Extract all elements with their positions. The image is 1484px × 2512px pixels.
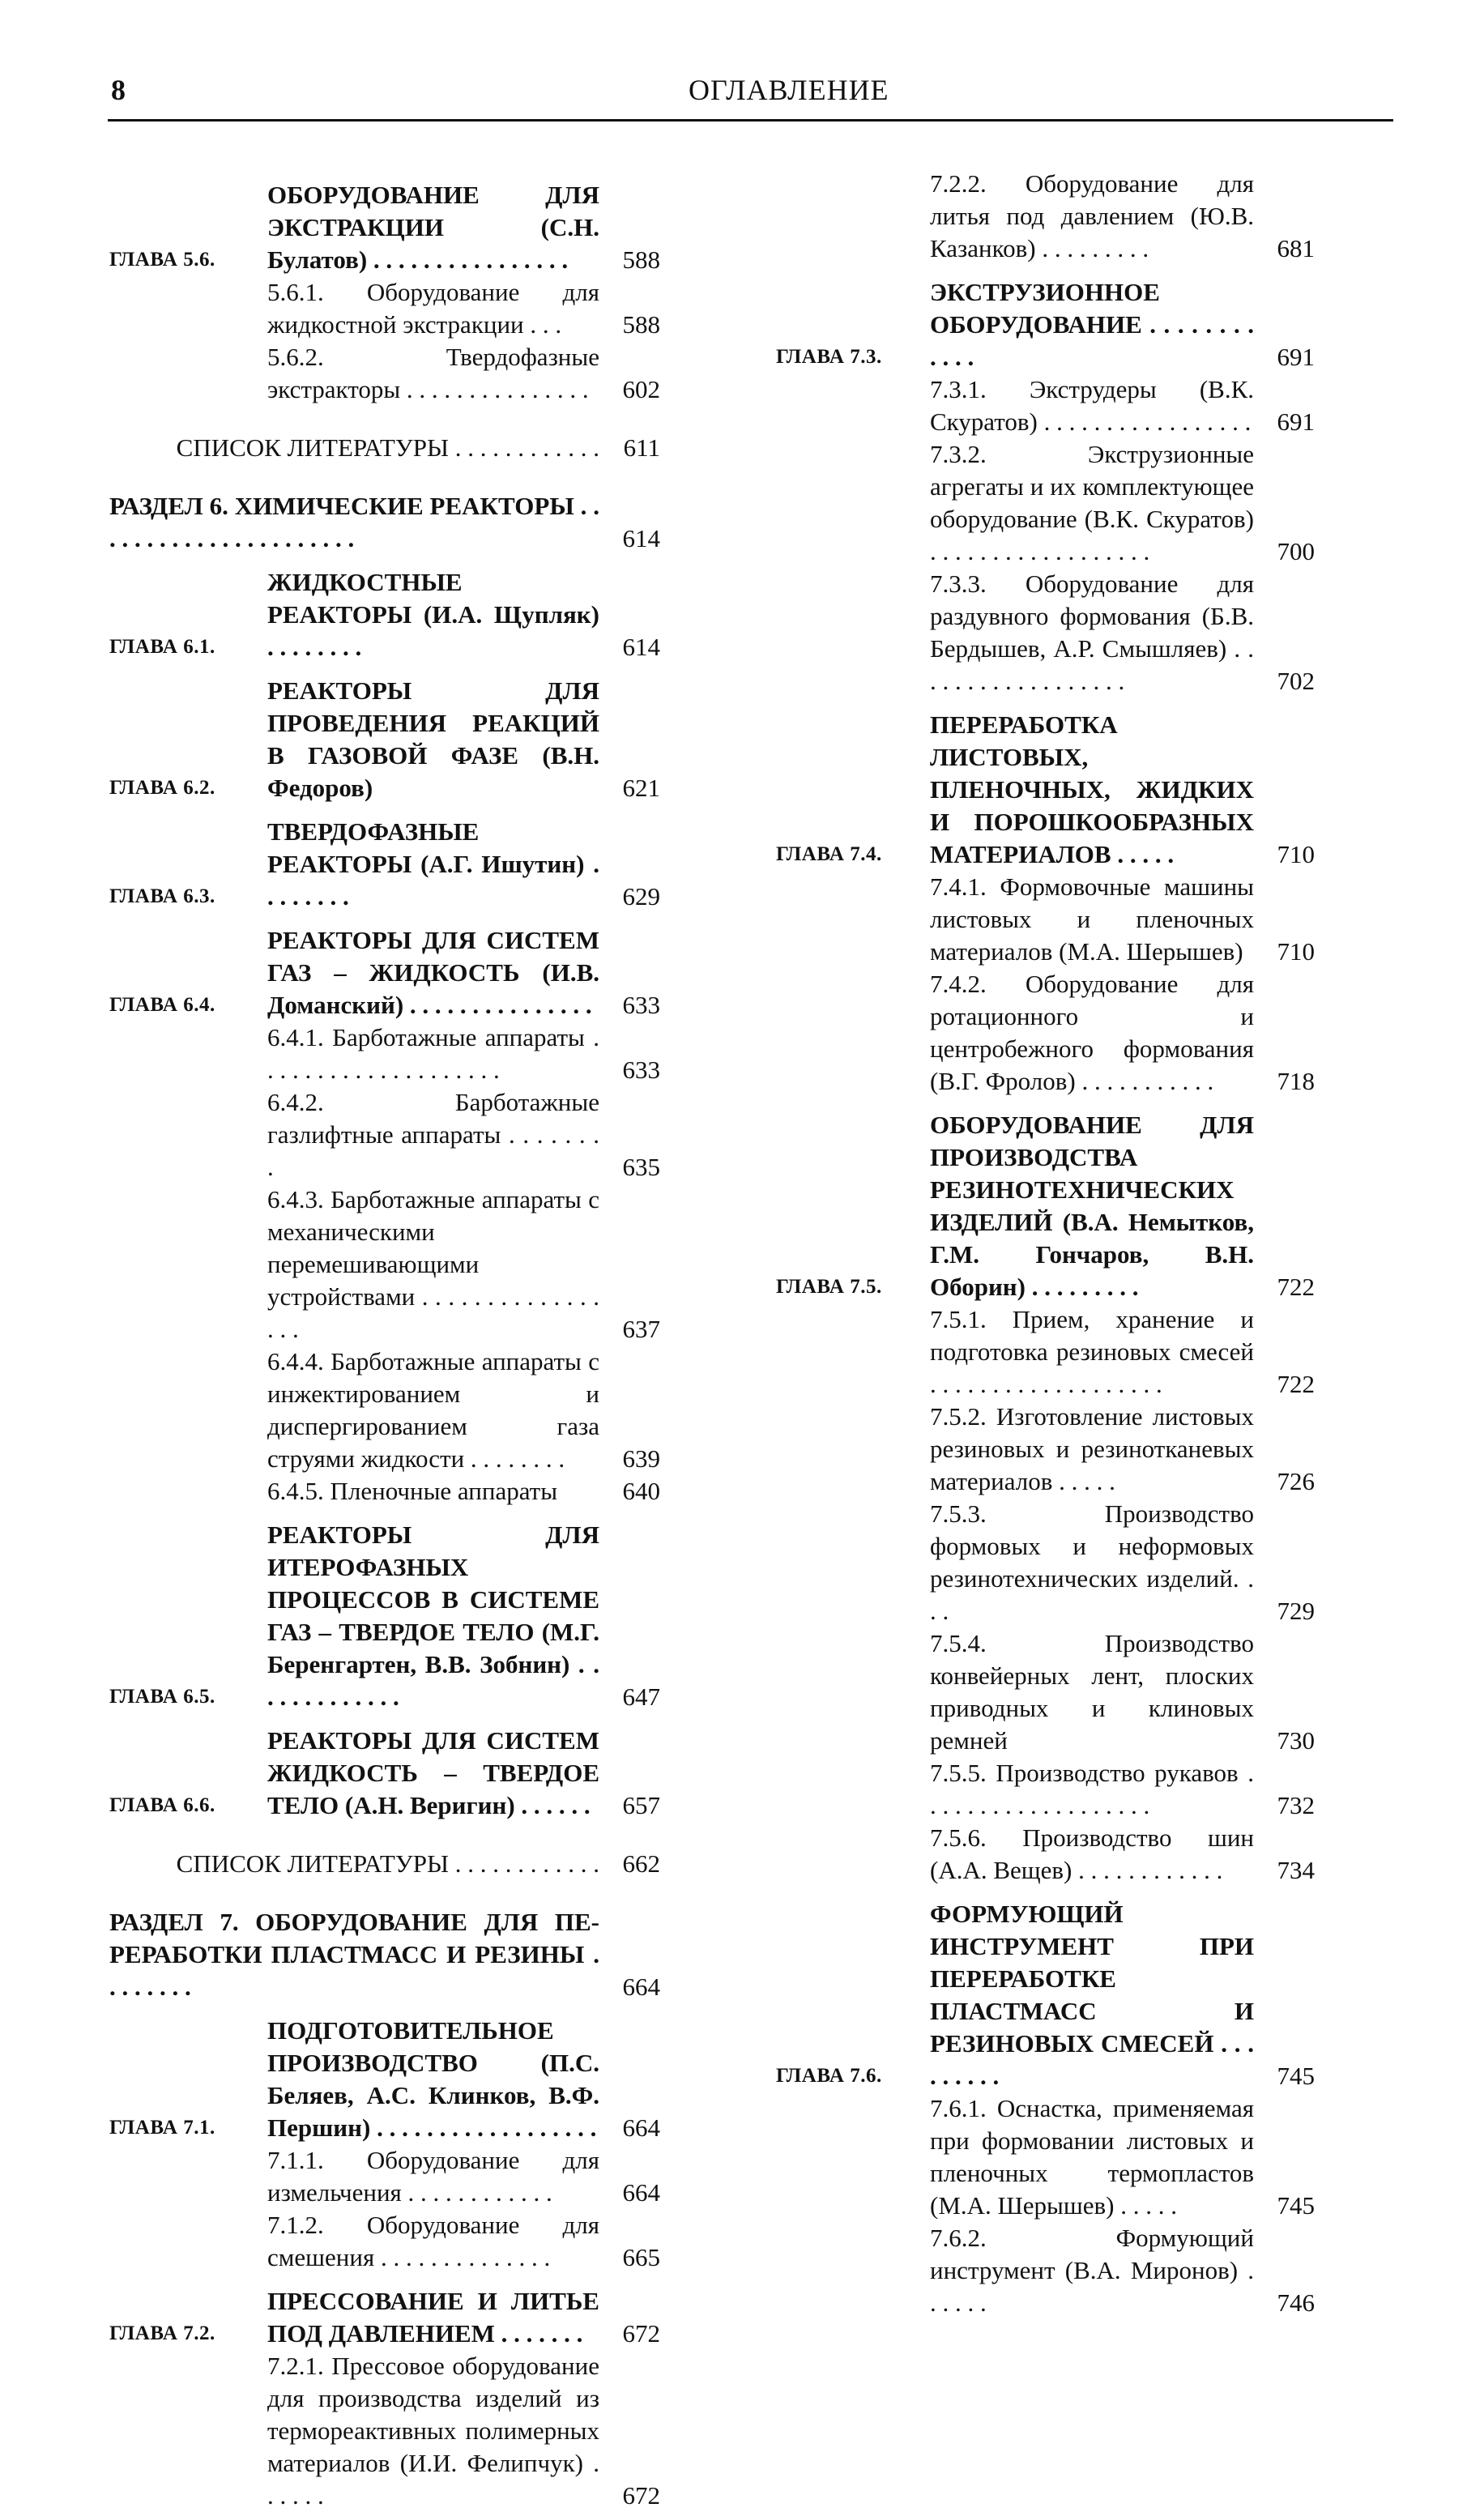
toc-entry-title: 7.5.4. Производство конвейерных лент, плоских приводных и клиновых ремней — [930, 1629, 1254, 1755]
toc-page-number: 726 — [1277, 1467, 1315, 1495]
toc-page-number: 745 — [1277, 2191, 1315, 2220]
toc-entry-title: 7.6.1. Оснастка, применяемая при формовании листовых и пленочных термопластов (М.А. Шерышев) . . . . . — [930, 2094, 1254, 2220]
toc-chapter-label: ГЛАВА 7.5. — [776, 1276, 882, 1298]
toc-page-number: 710 — [1277, 840, 1315, 868]
toc-entry-title: 7.1.1. Оборудование для измельчения . . . . . . . . . . . . — [267, 2146, 599, 2207]
toc-entry-title: 7.5.3. Производство формовых и неформовых резинотехнических изделий. . . . — [930, 1499, 1254, 1625]
toc-entry-title: 7.3.2. Экструзионные агрегаты и их комплектующее оборудование (В.К. Скуратов) . . . . . . . . . . . . . . . . . . — [930, 440, 1254, 565]
page-title: ОГЛАВЛЕНИЕ — [689, 74, 889, 106]
toc-chapter-label: ГЛАВА 6.2. — [109, 777, 215, 799]
toc-subentry — [776, 1822, 1424, 1887]
toc-subentry — [776, 373, 1424, 438]
toc-entry-title: 7.2.1. Прессовое оборудование для производства изделий из термореактивных полимерных материалов (И.И. Фелипчук) . . . . . . — [267, 2352, 599, 2510]
toc-subentry — [776, 168, 1424, 265]
toc-chapter — [109, 2015, 741, 2144]
toc-subentry — [776, 568, 1424, 697]
toc-entry-title: РЕАКТОРЫ ДЛЯ СИСТЕМ ЖИДКОСТЬ – ТВЕРДОЕ ТЕЛО (А.Н. Веригин) . . . . . . — [267, 1726, 599, 1819]
toc-subentry — [776, 968, 1424, 1098]
toc-subentry — [109, 2144, 741, 2209]
toc-subentry — [776, 1498, 1424, 1627]
toc-entry-title: ПЕРЕРАБОТКА ЛИСТОВЫХ, ПЛЕНОЧНЫХ, ЖИДКИХ И ПОРОШКООБРАЗНЫХ МАТЕРИАЛОВ . . . . . — [930, 710, 1254, 868]
toc-page-number: 691 — [1277, 407, 1315, 436]
toc-page-number: 729 — [1277, 1597, 1315, 1625]
toc-page-number: 722 — [1277, 1273, 1315, 1301]
toc-chapter-label: ГЛАВА 6.3. — [109, 885, 215, 907]
toc-subentry — [109, 1475, 741, 1508]
toc-chapter-label: ГЛАВА 6.4. — [109, 994, 215, 1016]
toc-entry-title: РАЗДЕЛ 6. ХИМИЧЕСКИЕ РЕАКТОРЫ . . . . . . . . . . . . . . . . . . . . . . — [109, 492, 599, 552]
toc-chapter-label: ГЛАВА 7.3. — [776, 346, 882, 368]
toc-page-number: 633 — [622, 991, 660, 1019]
toc-chapter-label: ГЛАВА 5.6. — [109, 249, 215, 271]
toc-subentry — [776, 1627, 1424, 1757]
toc-entry-title: РЕАКТОРЫ ДЛЯ СИСТЕМ ГАЗ – ЖИДКОСТЬ (И.В. Доманский) . . . . . . . . . . . . . . . — [267, 926, 599, 1019]
toc-chapter — [776, 709, 1424, 871]
header-rule — [108, 119, 1393, 122]
toc-subentry — [109, 2350, 741, 2512]
toc-entry-title: 6.4.1. Барботажные аппараты . . . . . . . . . . . . . . . . . . . . — [267, 1023, 599, 1084]
toc-entry-title: 7.5.2. Изготовление листовых резиновых и резинотканевых материалов . . . . . — [930, 1402, 1254, 1495]
toc-entry-title: 7.5.6. Производство шин (А.А. Вещев) . . . . . . . . . . . . — [930, 1823, 1254, 1884]
page-number: 8 — [111, 74, 126, 106]
toc-entry-title: 7.5.5. Производство рукавов . . . . . . . . . . . . . . . . . . . — [930, 1759, 1254, 1819]
toc-subentry — [776, 1401, 1424, 1498]
toc-page-number: 746 — [1277, 2288, 1315, 2317]
toc-entry-title: РЕАКТОРЫ ДЛЯ ИТЕРОФАЗНЫХ ПРОЦЕССОВ В СИСТЕМЕ ГАЗ – ТВЕРДОЕ ТЕЛО (М.Г. Беренгартен, В.В. Зобнин) . . . . . . . . . . . . . — [267, 1520, 599, 1711]
toc-entry-title: 6.4.3. Барботажные аппараты с механическими перемешивающими устройствами . . . . . . . . . . . . . . . . . — [267, 1185, 599, 1343]
toc-page-number: 640 — [622, 1477, 660, 1505]
toc-chapter — [109, 1725, 741, 1822]
toc-chapter — [109, 566, 741, 663]
toc-section — [109, 490, 741, 555]
toc-page-number: 611 — [623, 433, 660, 462]
toc-page-number: 621 — [622, 774, 660, 802]
toc-entry-title: 7.4.1. Формовочные машины листовых и пленочных материалов (М.А. Шерышев) — [930, 872, 1254, 966]
toc-entry-title: 6.4.4. Барботажные аппараты с инжектированием и диспергированием газа струями жидкости . . . . . . . . — [267, 1347, 599, 1473]
toc-entry-title: СПИСОК ЛИТЕРАТУРЫ . . . . . . . . . . . . — [176, 1849, 599, 1878]
toc-chapter — [776, 1898, 1424, 2092]
toc-page-number: 602 — [622, 375, 660, 403]
toc-entry-title: СПИСОК ЛИТЕРАТУРЫ . . . . . . . . . . . . — [176, 433, 599, 462]
toc-entry-title: 6.4.5. Пленочные аппараты — [267, 1477, 558, 1505]
toc-subentry — [776, 2222, 1424, 2319]
toc-chapter — [109, 179, 741, 276]
toc-entry-title: 7.5.1. Прием, хранение и подготовка резиновых смесей . . . . . . . . . . . . . . . . . . . — [930, 1305, 1254, 1398]
toc-page-number: 614 — [622, 633, 660, 661]
toc-subentry — [776, 1757, 1424, 1822]
toc-page-number: 665 — [622, 2243, 660, 2271]
toc-entry-title: РЕАКТОРЫ ДЛЯ ПРОВЕДЕНИЯ РЕАКЦИЙ В ГАЗОВОЙ ФАЗЕ (В.Н. Федоров) — [267, 676, 599, 802]
toc-subentry — [776, 438, 1424, 568]
toc-page-number: 702 — [1277, 667, 1315, 695]
toc-entry-title: ПРЕССОВАНИЕ И ЛИТЬЕ ПОД ДАВЛЕНИЕМ . . . . . . . — [267, 2287, 599, 2348]
toc-right-column — [776, 168, 1424, 2319]
toc-subentry — [109, 276, 741, 341]
toc-left-column — [109, 168, 741, 2512]
toc-page-number: 657 — [622, 1791, 660, 1819]
toc-subentry — [109, 341, 741, 406]
toc-page-number: 647 — [622, 1682, 660, 1711]
toc-page-number: 722 — [1277, 1370, 1315, 1398]
toc-page-number: 664 — [622, 1972, 660, 2001]
toc-entry-title: 6.4.2. Барботажные газлифтные аппараты . . . . . . . . — [267, 1088, 599, 1181]
toc-chapter-label: ГЛАВА 6.5. — [109, 1686, 215, 1708]
toc-subentry — [109, 1021, 741, 1086]
toc-entry-title: 7.3.3. Оборудование для раздувного формования (Б.В. Бердышев, А.Р. Смышляев) . . . . . . . . . . . . . . . . . . — [930, 569, 1254, 695]
toc-entry-title: ФОРМУЮЩИЙ ИНСТРУМЕНТ ПРИ ПЕРЕРАБОТКЕ ПЛАСТМАСС И РЕЗИНОВЫХ СМЕСЕЙ . . . . . . . . . — [930, 1900, 1254, 2090]
toc-chapter — [109, 816, 741, 913]
toc-page-number: 745 — [1277, 2062, 1315, 2090]
toc-subentry — [109, 1086, 741, 1183]
toc-subentry — [109, 1848, 741, 1880]
toc-entry-title: 5.6.2. Твердофазные экстракторы . . . . . . . . . . . . . . . — [267, 343, 599, 403]
toc-chapter-label: ГЛАВА 7.2. — [109, 2322, 215, 2344]
toc-chapter-label: ГЛАВА 6.1. — [109, 636, 215, 658]
toc-page-number: 730 — [1277, 1726, 1315, 1755]
toc-chapter-label: ГЛАВА 7.1. — [109, 2117, 215, 2139]
toc-page-number: 734 — [1277, 1856, 1315, 1884]
toc-chapter — [109, 924, 741, 1021]
toc-page-number: 614 — [622, 524, 660, 552]
toc-page-number: 700 — [1277, 537, 1315, 565]
toc-entry-title: ОБОРУДОВАНИЕ ДЛЯ ПРОИЗВОДСТВА РЕЗИНОТЕХНИЧЕСКИХ ИЗДЕЛИЙ (В.А. Немытков, Г.М. Гончаров, В.Н. Оборин) . . . . . . . . . — [930, 1111, 1254, 1301]
toc-chapter — [776, 276, 1424, 373]
toc-entry-title: ОБОРУДОВАНИЕ ДЛЯ ЭКСТРАКЦИИ (С.Н. Булатов) . . . . . . . . . . . . . . . . — [267, 181, 599, 274]
toc-page-number: 633 — [622, 1056, 660, 1084]
toc-entry-title: 7.6.2. Формующий инструмент (В.А. Миронов) . . . . . . — [930, 2224, 1254, 2317]
toc-entry-title: ЖИДКОСТНЫЕ РЕАКТОРЫ (И.А. Щупляк) . . . . . . . . — [267, 568, 599, 661]
toc-page-number: 588 — [622, 310, 660, 339]
toc-entry-title: РАЗДЕЛ 7. ОБОРУДОВАНИЕ ДЛЯ ПЕ-РЕРАБОТКИ ПЛАСТМАСС И РЕЗИНЫ . . . . . . . . — [109, 1908, 599, 2001]
toc-entry-title: 7.3.1. Экструдеры (В.К. Скуратов) . . . . . . . . . . . . . . . . . — [930, 375, 1254, 436]
toc-entry-title: ЭКСТРУЗИОННОЕ ОБОРУДОВАНИЕ . . . . . . . . . . . . — [930, 278, 1254, 371]
toc-subentry — [776, 871, 1424, 968]
toc-entry-title: ТВЕРДОФАЗНЫЕ РЕАКТОРЫ (А.Г. Ишутин) . . . . . . . . — [267, 817, 599, 911]
toc-page-number: 672 — [622, 2319, 660, 2348]
toc-entry-title: 7.4.2. Оборудование для ротационного и центробежного формования (В.Г. Фролов) . . . . . . . . . . . — [930, 970, 1254, 1095]
toc-page-number: 718 — [1277, 1067, 1315, 1095]
toc-subentry — [109, 2209, 741, 2274]
toc-chapter — [776, 1109, 1424, 1303]
toc-entry-title: 7.2.2. Оборудование для литья под давлением (Ю.В. Казанков) . . . . . . . . . — [930, 169, 1254, 262]
toc-chapter-label: ГЛАВА 6.6. — [109, 1794, 215, 1816]
toc-subentry — [109, 432, 741, 464]
toc-entry-title: ПОДГОТОВИТЕЛЬНОЕ ПРОИЗВОДСТВО (П.С. Беляев, А.С. Клинков, В.Ф. Першин) . . . . . . . . . . . . . . . . . . — [267, 2016, 599, 2142]
toc-page-number: 691 — [1277, 343, 1315, 371]
toc-entry-title: 7.1.2. Оборудование для смешения . . . . . . . . . . . . . . — [267, 2211, 599, 2271]
toc-page-number: 672 — [622, 2481, 660, 2510]
toc-chapter — [109, 675, 741, 804]
toc-page-number: 664 — [622, 2178, 660, 2207]
toc-chapter-label: ГЛАВА 7.4. — [776, 843, 882, 865]
toc-page-number: 635 — [622, 1153, 660, 1181]
toc-page-number: 637 — [622, 1315, 660, 1343]
toc-page-number: 681 — [1277, 234, 1315, 262]
toc-subentry — [109, 1346, 741, 1475]
toc-page-number: 710 — [1277, 937, 1315, 966]
toc-page-number: 639 — [622, 1444, 660, 1473]
toc-page-number: 662 — [622, 1849, 660, 1878]
toc-chapter-label: ГЛАВА 7.6. — [776, 2065, 882, 2087]
toc-page-number: 664 — [622, 2113, 660, 2142]
toc-page-number: 588 — [622, 245, 660, 274]
toc-page-number: 732 — [1277, 1791, 1315, 1819]
toc-entry-title: 5.6.1. Оборудование для жидкостной экстракции . . . — [267, 278, 599, 339]
toc-page-number: 629 — [622, 882, 660, 911]
toc-subentry — [776, 2092, 1424, 2222]
toc-subentry — [109, 1183, 741, 1346]
toc-chapter — [109, 2285, 741, 2350]
toc-chapter — [109, 1519, 741, 1713]
toc-section — [109, 1906, 741, 2003]
toc-subentry — [776, 1303, 1424, 1401]
